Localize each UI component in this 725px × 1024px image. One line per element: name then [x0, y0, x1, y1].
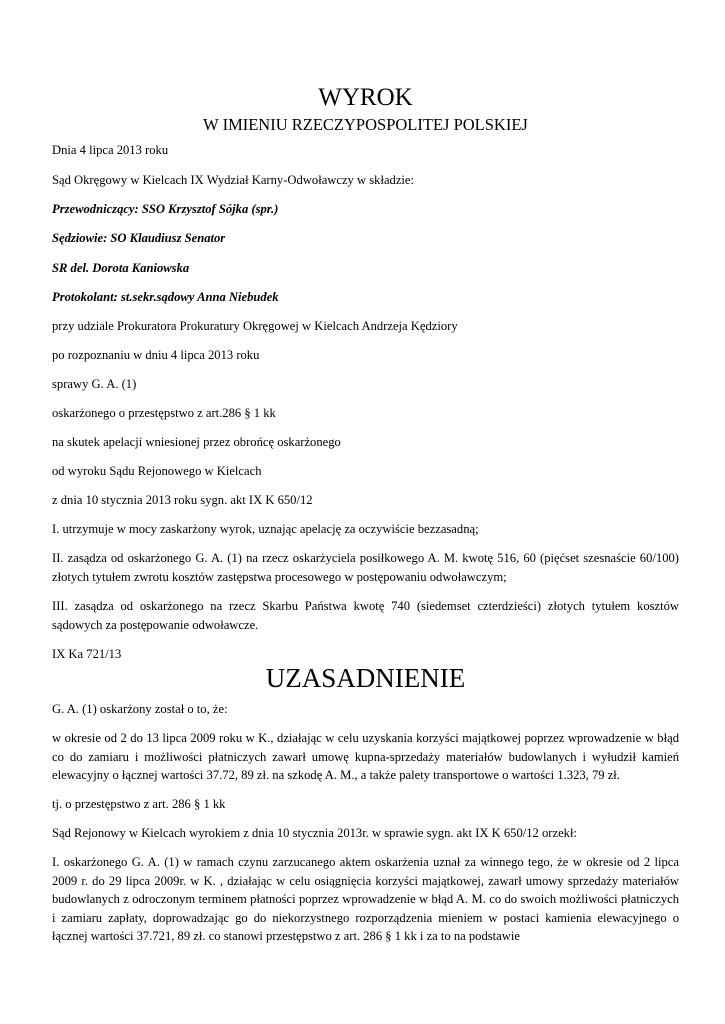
case-signature: IX Ka 721/13 — [52, 647, 122, 661]
lower-court: od wyroku Sądu Rejonowego w Kielcach — [52, 464, 262, 478]
court-composition: Sąd Okręgowy w Kielcach IX Wydział Karny-Odwoławczy w składzie: — [52, 173, 415, 187]
ruling-point-1: I. utrzymuje w mocy zaskarżony wyrok, uznając apelację za oczywiście bezzasadną; — [52, 522, 479, 536]
justification-intro: G. A. (1) oskarżony został o to, że: — [52, 702, 228, 716]
case-party: sprawy G. A. (1) — [52, 377, 137, 391]
section-heading: UZASADNIENIE — [265, 663, 466, 693]
ruling-point-2: II. zasądza od oskarżonego G. A. (1) na rzecz oskarżyciela posiłkowego A. M. kwotę 516, 60 (pięćset szesnaście 60/100) złotych tytułem zwrotu kosztów zastępstwa procesowego w postępowaniu odwoławczym; — [52, 551, 679, 584]
judges: Sędziowie: SO Klaudiusz Senator — [52, 231, 226, 245]
appeal-basis: na skutek apelacji wniesionej przez obrońcę oskarżonego — [52, 435, 341, 449]
hearing-date: po rozpoznaniu w dniu 4 lipca 2013 roku — [52, 348, 260, 362]
delegated-judge: SR del. Dorota Kaniowska — [52, 261, 190, 275]
court-clerk: Protokolant: st.sekr.sądowy Anna Niebudek — [52, 290, 279, 304]
charge: oskarżonego o przestępstwo z art.286 § 1 kk — [52, 406, 276, 420]
verdict-point-1: I. oskarżonego G. A. (1) w ramach czynu zarzucanego aktem oskarżenia uznał za winnego tego, że w okresie od 2 lipca 2009 r. do 29 lipca 2009r. w K. , działając w celu osiągnięcia korzyści majątkowej, zawarł umowy sprzedaży materiałów budowlanych z odroczonym terminem płatności poprzez wprowadzenie w błąd A. M. co do swoich możliwości płatniczych i zamiaru zapłaty, doprowadzając go do niekorzystnego rozporządzenia mieniem w postaci kamienia elewacyjnego o łącznej wartości 37.721, 89 zł. co stanowi przestępstwo z art. 286 § 1 kk i za to na podstawie — [52, 855, 679, 943]
document-subtitle: W IMIENIU RZECZYPOSPOLITEJ POLSKIEJ — [203, 115, 528, 134]
document-page — [52, 0, 679, 1024]
presiding-judge: Przewodniczący: SSO Krzysztof Sójka (spr.) — [52, 202, 279, 216]
ruling-point-3: III. zasądza od oskarżonego na rzecz Skarbu Państwa kwotę 740 (siedemset czterdzieści) złotych tytułem kosztów sądowych za postępowanie odwoławcze. — [52, 599, 679, 632]
judgment-date: Dnia 4 lipca 2013 roku — [52, 143, 169, 157]
charge-legal-basis: tj. o przestępstwo z art. 286 § 1 kk — [52, 797, 226, 811]
document-title: WYROK — [318, 84, 413, 111]
lower-court-verdict: Sąd Rejonowy w Kielcach wyrokiem z dnia 10 stycznia 2013r. w sprawie sygn. akt IX K 650/12 orzekł: — [52, 826, 577, 840]
prosecutor: przy udziale Prokuratora Prokuratury Okręgowej w Kielcach Andrzeja Kędziory — [52, 319, 458, 333]
charge-description: w okresie od 2 do 13 lipca 2009 roku w K., działając w celu uzyskania korzyści majątkowej poprzez wprowadzenie w błąd co do zamiaru i możliwości płatniczych zawarł umowę kupna-sprzedaży materiałów budowlanych i wyłudził kamień elewacyjny o łącznej wartości 37.72, 89 zł. na szkodę A. M., a także palety transportowe o wartości 1.323, 79 zł. — [52, 731, 679, 782]
lower-court-case: z dnia 10 stycznia 2013 roku sygn. akt IX K 650/12 — [52, 493, 313, 507]
